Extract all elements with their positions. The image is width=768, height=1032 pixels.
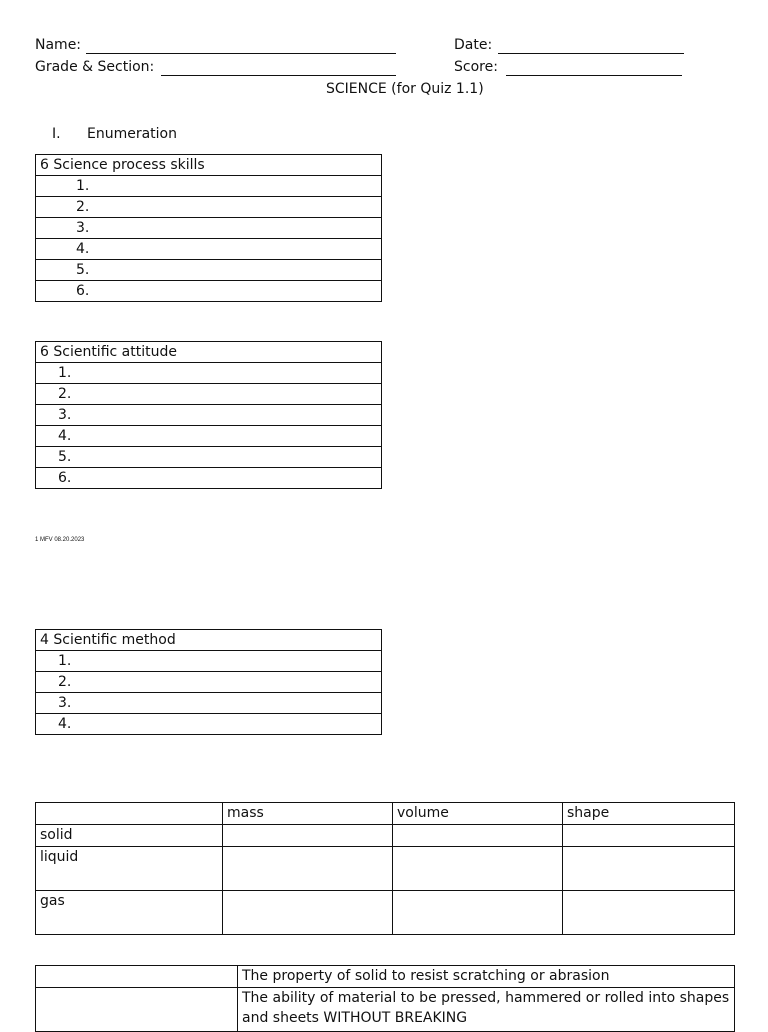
definition-cell: The property of solid to resist scratching or abrasion	[238, 966, 735, 988]
process-skills-table	[35, 154, 382, 302]
row-label: liquid	[36, 847, 223, 891]
header-cell: volume	[393, 803, 563, 825]
answer-cell[interactable]	[393, 825, 563, 847]
properties-table	[35, 965, 735, 1032]
score-label: Score:	[454, 59, 498, 75]
name-label: Name:	[35, 37, 82, 53]
scientific-attitude-table	[35, 341, 382, 489]
row-label: gas	[36, 891, 223, 935]
answer-cell[interactable]	[223, 847, 393, 891]
list-item[interactable]: 1.	[36, 363, 382, 384]
section-numeral: I.	[52, 126, 61, 142]
name-field[interactable]	[86, 53, 396, 54]
list-item[interactable]: 4.	[36, 239, 382, 260]
list-item[interactable]: 5.	[36, 260, 382, 281]
footer-note: 1 MFV 08.20.2023	[35, 537, 85, 543]
list-item[interactable]: 6.	[36, 281, 382, 302]
list-item[interactable]: 2.	[36, 384, 382, 405]
list-item[interactable]: 4.	[36, 714, 382, 735]
list-item[interactable]: 1.	[36, 176, 382, 197]
list-item[interactable]: 4.	[36, 426, 382, 447]
answer-cell[interactable]	[563, 825, 735, 847]
answer-cell[interactable]	[393, 891, 563, 935]
answer-cell[interactable]	[563, 847, 735, 891]
header-cell: shape	[563, 803, 735, 825]
list-item[interactable]: 2.	[36, 197, 382, 218]
definition-cell: The ability of material to be pressed, hammered or rolled into shapes and sheets WITHOUT BREAKING	[238, 988, 735, 1032]
date-label: Date:	[454, 37, 493, 53]
states-of-matter-table	[35, 802, 735, 935]
grade-section-label: Grade & Section:	[35, 59, 155, 75]
list-item[interactable]: 2.	[36, 672, 382, 693]
answer-cell[interactable]	[36, 966, 238, 988]
table-title: 6 Science process skills	[36, 155, 382, 176]
answer-cell[interactable]	[393, 847, 563, 891]
list-item[interactable]: 6.	[36, 468, 382, 489]
answer-cell[interactable]	[223, 891, 393, 935]
section-title: Enumeration	[87, 126, 177, 142]
header-cell	[36, 803, 223, 825]
score-field[interactable]	[506, 75, 682, 76]
table-title: 6 Scientific attitude	[36, 342, 382, 363]
list-item[interactable]: 3.	[36, 218, 382, 239]
table-title: 4 Scientific method	[36, 630, 382, 651]
answer-cell[interactable]	[36, 988, 238, 1032]
answer-cell[interactable]	[223, 825, 393, 847]
header-cell: mass	[223, 803, 393, 825]
list-item[interactable]: 1.	[36, 651, 382, 672]
list-item[interactable]: 3.	[36, 405, 382, 426]
grade-section-field[interactable]	[161, 75, 396, 76]
row-label: solid	[36, 825, 223, 847]
scientific-method-table	[35, 629, 382, 735]
answer-cell[interactable]	[563, 891, 735, 935]
page-title: SCIENCE (for Quiz 1.1)	[326, 81, 484, 97]
date-field[interactable]	[498, 53, 684, 54]
list-item[interactable]: 3.	[36, 693, 382, 714]
list-item[interactable]: 5.	[36, 447, 382, 468]
